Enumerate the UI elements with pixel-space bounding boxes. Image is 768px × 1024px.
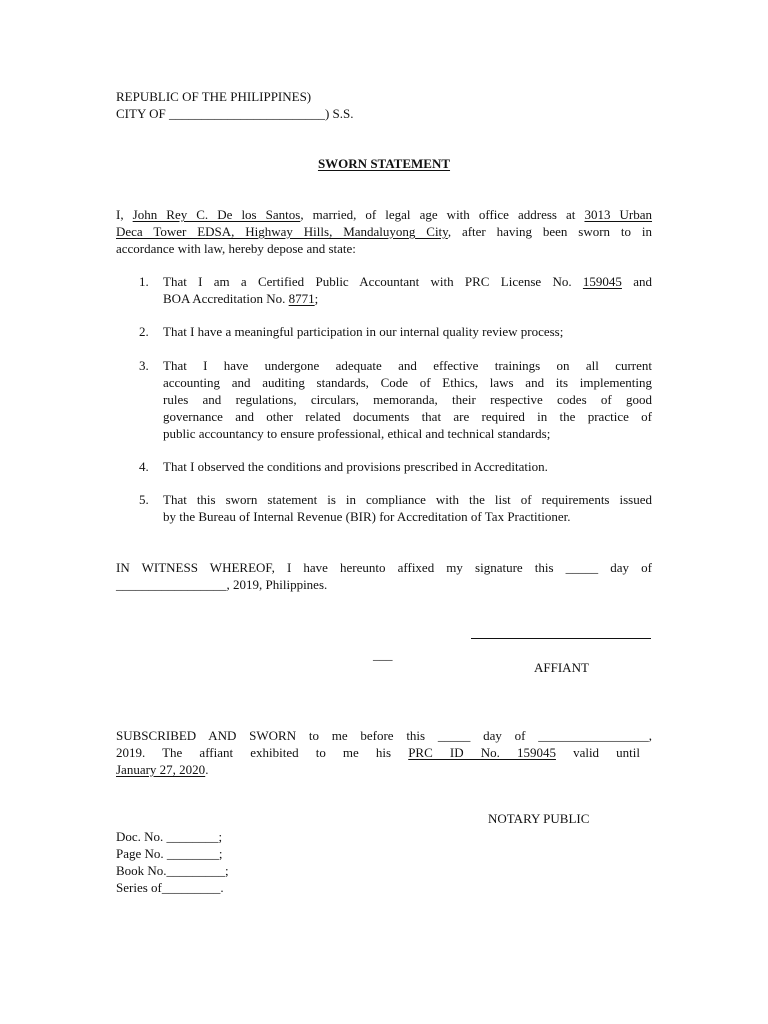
notary-public-label: NOTARY PUBLIC <box>488 811 590 826</box>
office-address-part-2: Deca Tower EDSA, Highway Hills, Mandaluyong City <box>116 224 448 239</box>
id-expiry-date: January 27, 2020 <box>116 762 206 777</box>
page-number: Page No. ________; <box>116 846 223 861</box>
venue-republic: REPUBLIC OF THE PHILIPPINES) <box>116 89 312 104</box>
affiant-name: John Rey C. De los Santos <box>132 207 301 222</box>
item-1-line-2 <box>163 290 318 307</box>
venue-city-blank: ________________________ <box>168 106 325 121</box>
item-3-line-2: accounting and auditing standards, Code of Ethics, laws and its implementing <box>163 375 652 390</box>
item-3-line-3: rules and regulations, circulars, memoranda, their respective codes of good <box>163 392 652 407</box>
intro-line-2 <box>116 223 652 240</box>
subscribed-text: 2019. The affiant exhibited to me his <box>116 745 392 760</box>
item-5-line-2: by the Bureau of Internal Revenue (BIR) for Accreditation of Tax Practitioner. <box>163 509 571 524</box>
intro-line-1 <box>116 206 652 223</box>
affiant-signature-line <box>471 638 651 639</box>
subscribed-line-3 <box>116 761 208 778</box>
witness-line-1: IN WITNESS WHEREOF, I have hereunto affixed my signature this _____ day of <box>116 560 652 575</box>
item-4-line-1: That I observed the conditions and provisions prescribed in Accreditation. <box>163 459 548 474</box>
intro-text-1: I, <box>116 207 124 222</box>
item-3-line-1: That I have undergone adequate and effective trainings on all current <box>163 358 652 373</box>
affiant-label: AFFIANT <box>534 660 589 675</box>
witness-line-2: _________________, 2019, Philippines. <box>116 577 328 592</box>
prc-license-number: 159045 <box>582 274 622 289</box>
document-title: SWORN STATEMENT <box>317 156 451 171</box>
boa-semicolon: ; <box>314 291 319 306</box>
item-number: 4. <box>139 459 149 474</box>
item-1-line-1 <box>163 273 652 290</box>
office-address-part-1: 3013 Urban <box>584 207 653 222</box>
item-number: 3. <box>139 358 149 373</box>
boa-label: BOA Accreditation No. <box>163 291 286 306</box>
book-number: Book No._________; <box>116 863 229 878</box>
item-number: 2. <box>139 324 149 339</box>
item-number: 5. <box>139 492 149 507</box>
item-3-line-5: public accountancy to ensure professional, ethical and technical standards; <box>163 426 551 441</box>
subscribed-line-2 <box>116 744 640 761</box>
venue-city-suffix: ) S.S. <box>324 106 354 121</box>
valid-until-label: valid until <box>573 745 640 760</box>
venue-city <box>116 105 354 122</box>
series-of: Series of_________. <box>116 880 224 895</box>
item-number: 1. <box>139 274 149 289</box>
intro-line-3: accordance with law, hereby depose and state: <box>116 241 356 256</box>
item-2-line-1: That I have a meaningful participation in our internal quality review process; <box>163 324 564 339</box>
item-1-text-end: and <box>633 274 652 289</box>
subscribed-line-1: SUBSCRIBED AND SWORN to me before this _____ day of _________________, <box>116 728 652 743</box>
boa-accreditation-number: 8771 <box>288 291 315 306</box>
affiant-short-line: ___ <box>373 647 393 662</box>
item-1-text: That I am a Certified Public Accountant with PRC License No. <box>163 274 572 289</box>
intro-text-2: , married, of legal age with office address at <box>300 207 576 222</box>
doc-number: Doc. No. ________; <box>116 829 223 844</box>
prc-id-number: PRC ID No. 159045 <box>408 745 556 760</box>
subscribed-period: . <box>205 762 209 777</box>
item-5-line-1: That this sworn statement is in compliance with the list of requirements issued <box>163 492 652 507</box>
item-3-line-4: governance and other related documents that are required in the practice of <box>163 409 652 424</box>
venue-city-prefix: CITY OF <box>116 106 166 121</box>
intro-text-3: , after having been sworn to in <box>447 224 652 239</box>
